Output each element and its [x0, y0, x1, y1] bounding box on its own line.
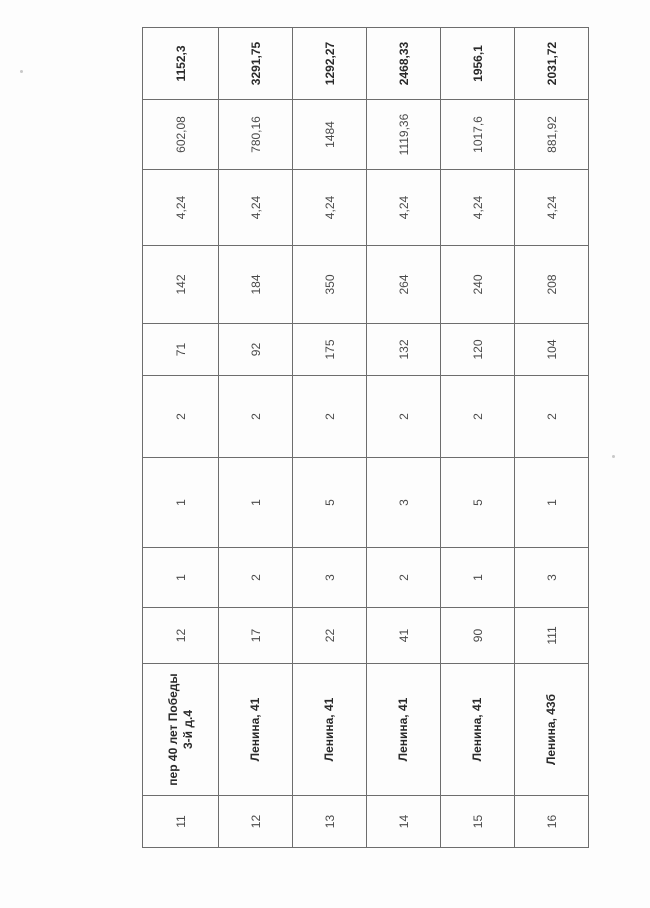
address-cell: Ленина, 41 — [367, 664, 441, 796]
table-cell: 1119,36 — [367, 100, 441, 170]
table-row — [515, 28, 589, 848]
total-cell: 2031,72 — [515, 28, 589, 100]
address-cell: пер 40 лет Победы 3-й д.4 — [143, 664, 219, 796]
table-cell: 2 — [441, 376, 515, 458]
table-cell: 3 — [515, 548, 589, 608]
row-number: 13 — [293, 796, 367, 848]
table-cell: 2 — [293, 376, 367, 458]
table-cell: 1 — [515, 458, 589, 548]
table-row — [219, 28, 293, 848]
table-cell: 17 — [219, 608, 293, 664]
row-number: 16 — [515, 796, 589, 848]
table-cell: 4,24 — [219, 170, 293, 246]
data-table — [142, 27, 589, 848]
table-cell: 4,24 — [293, 170, 367, 246]
table-cell: 92 — [219, 324, 293, 376]
table-cell: 2 — [219, 548, 293, 608]
table-cell: 1017,6 — [441, 100, 515, 170]
table-cell: 3 — [367, 458, 441, 548]
table-cell: 2 — [515, 376, 589, 458]
table-cell: 4,24 — [143, 170, 219, 246]
table-cell: 4,24 — [367, 170, 441, 246]
table-cell: 1 — [143, 548, 219, 608]
table-cell: 264 — [367, 246, 441, 324]
scan-speck — [612, 455, 615, 458]
table-cell: 142 — [143, 246, 219, 324]
table-cell: 22 — [293, 608, 367, 664]
table-cell: 1484 — [293, 100, 367, 170]
table-cell: 132 — [367, 324, 441, 376]
table-cell: 5 — [441, 458, 515, 548]
table-cell: 2 — [219, 376, 293, 458]
table-row — [441, 28, 515, 848]
total-cell: 1152,3 — [143, 28, 219, 100]
table-cell: 4,24 — [441, 170, 515, 246]
table-cell: 104 — [515, 324, 589, 376]
table-cell: 780,16 — [219, 100, 293, 170]
table-cell: 71 — [143, 324, 219, 376]
table-cell: 184 — [219, 246, 293, 324]
table-cell: 175 — [293, 324, 367, 376]
table-cell: 90 — [441, 608, 515, 664]
total-cell: 2468,33 — [367, 28, 441, 100]
table-cell: 881,92 — [515, 100, 589, 170]
table-row — [293, 28, 367, 848]
table-row — [143, 28, 219, 848]
table-cell: 111 — [515, 608, 589, 664]
table-cell: 2 — [367, 548, 441, 608]
scan-speck — [20, 70, 23, 73]
address-cell: Ленина, 43б — [515, 664, 589, 796]
table-row — [367, 28, 441, 848]
table-cell: 3 — [293, 548, 367, 608]
table-cell: 2 — [367, 376, 441, 458]
total-cell: 3291,75 — [219, 28, 293, 100]
total-cell: 1956,1 — [441, 28, 515, 100]
rotated-table-container — [142, 28, 588, 848]
address-cell: Ленина, 41 — [219, 664, 293, 796]
table-cell: 4,24 — [515, 170, 589, 246]
table-cell: 1 — [219, 458, 293, 548]
table-cell: 120 — [441, 324, 515, 376]
total-cell: 1292,27 — [293, 28, 367, 100]
table-cell: 2 — [143, 376, 219, 458]
table-cell: 1 — [143, 458, 219, 548]
table-cell: 1 — [441, 548, 515, 608]
row-number: 11 — [143, 796, 219, 848]
row-number: 15 — [441, 796, 515, 848]
row-number: 12 — [219, 796, 293, 848]
row-number: 14 — [367, 796, 441, 848]
table-cell: 240 — [441, 246, 515, 324]
table-cell: 5 — [293, 458, 367, 548]
table-cell: 12 — [143, 608, 219, 664]
table-cell: 602,08 — [143, 100, 219, 170]
table-cell: 41 — [367, 608, 441, 664]
address-cell: Ленина, 41 — [441, 664, 515, 796]
address-cell: Ленина, 41 — [293, 664, 367, 796]
table-cell: 208 — [515, 246, 589, 324]
table-cell: 350 — [293, 246, 367, 324]
